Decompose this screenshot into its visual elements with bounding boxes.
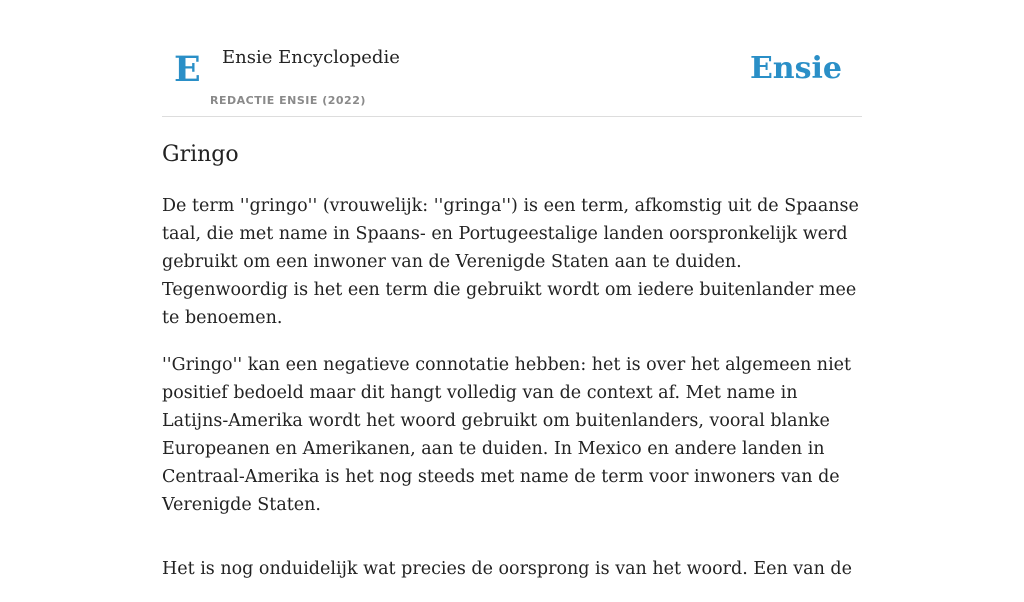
- article-paragraph-2: ''Gringo'' kan een negatieve connotatie hebben: het is over het algemeen niet positief bedoeld maar dit hangt volledig van de context af. Met name in Latijns-Amerika wordt het woord gebruikt om buitenlanders, vooral blanke Europeanen en Amerikanen, aan te duiden. In Mexico en andere landen in Centraal-Amerika is het nog steeds met name de term voor inwoners van de Verenigde Staten.: [162, 355, 852, 515]
- header: [162, 0, 862, 117]
- article-body: [162, 192, 866, 602]
- source-title[interactable]: Ensie Encyclopedie: [222, 47, 400, 68]
- author-credit: REDACTIE ENSIE (2022): [210, 94, 366, 107]
- ensie-brand-logo[interactable]: Ensie: [749, 51, 842, 86]
- source-logo-icon[interactable]: E: [174, 49, 201, 90]
- article-title: Gringo: [162, 142, 239, 167]
- article-paragraph-1: De term ''gringo'' (vrouwelijk: ''gringa'') is een term, afkomstig uit de Spaanse taal, die met name in Spaans- en Portugeestalige landen oorspronkelijk werd gebruikt om een inwoner van de Verenigde Staten aan te duiden. Tegenwoordig is het een term die gebruikt wordt om iedere buitenlander mee te benoemen.: [162, 196, 859, 328]
- article-paragraph-3: Het is nog onduidelijk wat precies de oorsprong is van het woord. Een van de: [162, 559, 852, 579]
